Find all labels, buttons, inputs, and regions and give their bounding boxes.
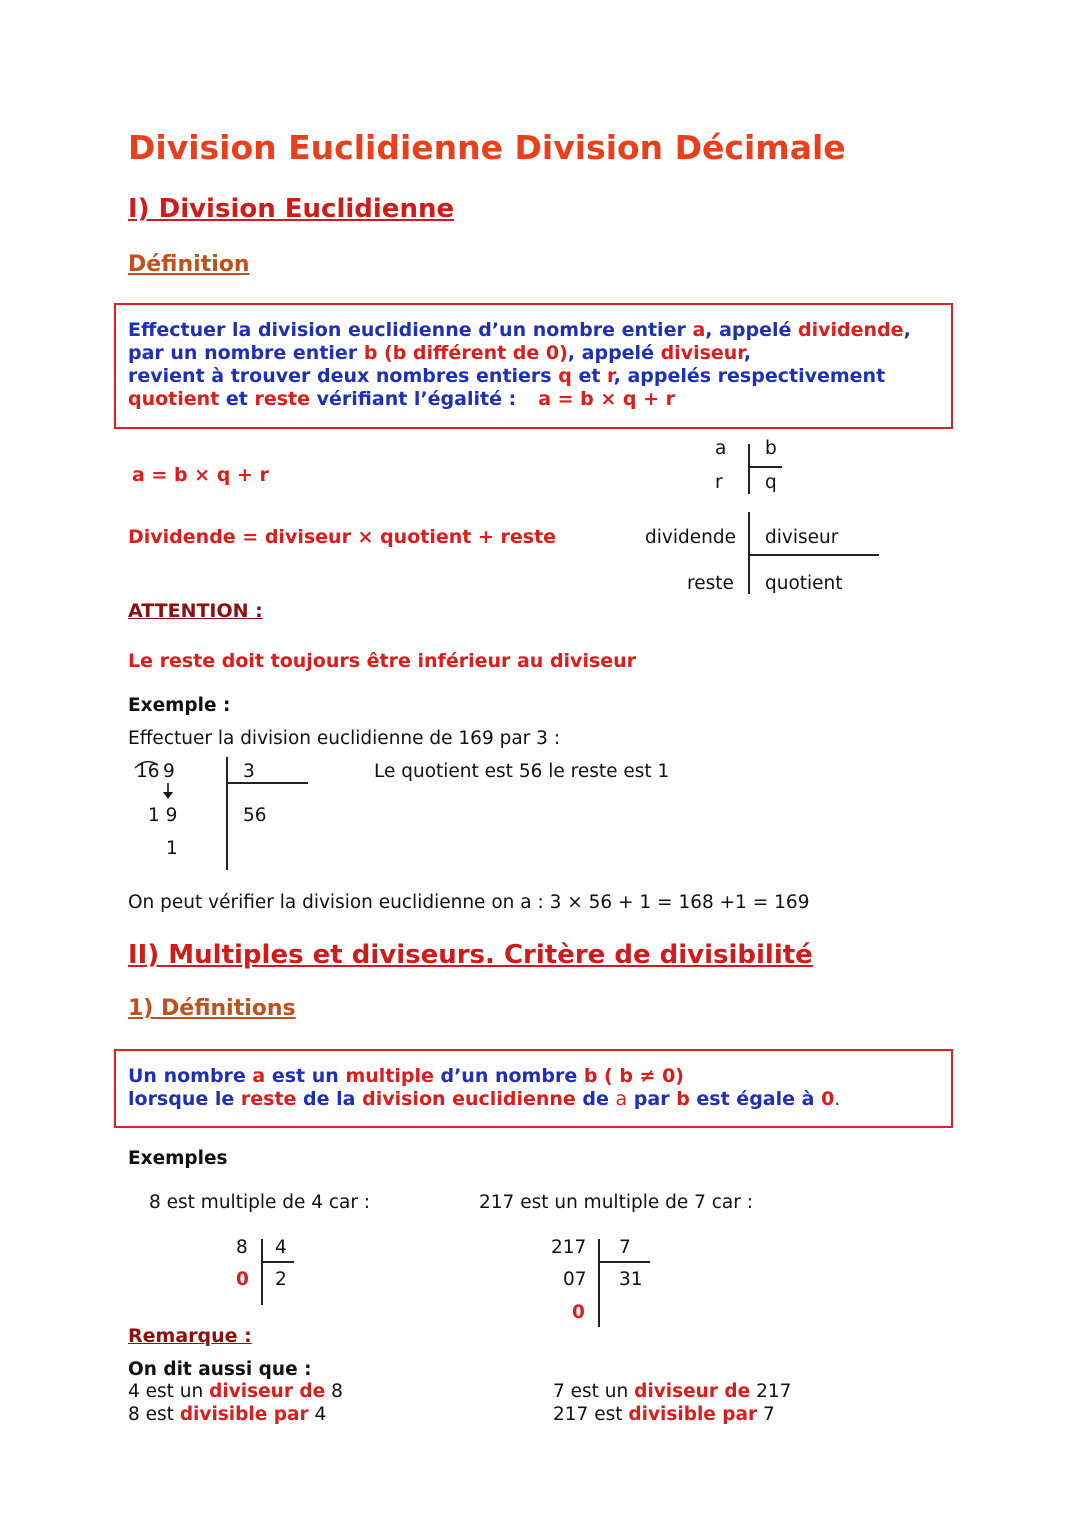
definition-text: [128, 319, 911, 411]
division-quotient: 56: [243, 805, 267, 826]
remark-heading: Remarque :: [128, 1325, 252, 1347]
definition-heading: Définition: [128, 252, 250, 277]
multiple-definition-line-2: lorsque le reste de la division euclidienne de a par b est égale à 0.: [128, 1088, 841, 1110]
diagram-quotient: quotient: [765, 573, 843, 594]
example1-vertical-line: [261, 1239, 263, 1305]
remark-line-3: 7 est un diviseur de 217: [553, 1381, 792, 1402]
example2-rest: 0: [572, 1302, 585, 1323]
remark-line-2: 8 est divisible par 4: [128, 1404, 327, 1425]
division-dividend-part: 16: [136, 761, 160, 782]
verification-text: On peut vérifier la division euclidienne on a : 3 × 56 + 1 = 168 +1 = 169: [128, 892, 810, 913]
attention-text: Le reste doit toujours être inférieur au diviseur: [128, 650, 637, 672]
section-heading-multiples: II) Multiples et diviseurs. Critère de divisibilité: [128, 940, 813, 970]
example1-dividend: 8: [236, 1237, 248, 1258]
example1-horizontal-line: [262, 1261, 294, 1263]
example2-divisor: 7: [619, 1237, 631, 1258]
example1-rest: 0: [236, 1269, 249, 1290]
remark-intro: On dit aussi que :: [128, 1359, 312, 1380]
big-diagram-vertical-line: [748, 512, 750, 594]
division-vertical-line: [226, 757, 228, 870]
example1-text: 8 est multiple de 4 car :: [149, 1192, 371, 1213]
diagram-r: r: [715, 472, 723, 493]
diagram-dividende: dividende: [645, 527, 736, 548]
example2-horizontal-line: [599, 1261, 650, 1263]
example2-quotient: 31: [619, 1269, 643, 1290]
multiple-definition-text: [128, 1065, 840, 1111]
page-title: Division Euclidienne Division Décimale: [128, 128, 846, 167]
example2-text: 217 est un multiple de 7 car :: [479, 1192, 753, 1213]
diagram-q: q: [765, 472, 777, 493]
bracket-arc: [132, 757, 162, 769]
example2-dividend: 217: [551, 1237, 587, 1258]
division-horizontal-line: [227, 782, 308, 784]
division-divisor: 3: [243, 761, 255, 782]
definition-line-3: revient à trouver deux nombres entiers q et r, appelés respectivement: [128, 365, 886, 387]
section-heading-division-euclidienne: I) Division Euclidienne: [128, 194, 455, 224]
big-diagram-horizontal-line: [749, 554, 879, 556]
diagram-diviseur: diviseur: [765, 527, 839, 548]
example1-divisor: 4: [275, 1237, 287, 1258]
diagram-a: a: [715, 438, 727, 459]
remark-line-1: 4 est un diviseur de 8: [128, 1381, 343, 1402]
division-step: 1 9: [148, 805, 178, 826]
division-rest: 1: [166, 838, 178, 859]
example2-vertical-line: [598, 1239, 600, 1327]
diagram-b: b: [765, 438, 777, 459]
examples-label: Exemples: [128, 1148, 228, 1169]
formula: a = b × q + r: [132, 464, 269, 486]
diagram-vertical-line: [748, 444, 750, 494]
example-label: Exemple :: [128, 695, 231, 716]
definitions-heading: 1) Définitions: [128, 996, 296, 1021]
down-arrow-icon: [160, 782, 176, 800]
diagram-horizontal-line: [749, 466, 782, 468]
example2-step: 07: [563, 1269, 587, 1290]
definition-line-1: Effectuer la division euclidienne d’un nombre entier a, appelé dividende,: [128, 319, 911, 341]
definition-line-4: quotient et reste vérifiant l’égalité : a = b × q + r: [128, 388, 676, 410]
formula-words: Dividende = diviseur × quotient + reste: [128, 526, 557, 548]
multiple-definition-line-1: Un nombre a est un multiple d’un nombre b ( b ≠ 0): [128, 1065, 684, 1087]
division-result-text: Le quotient est 56 le reste est 1: [374, 761, 670, 782]
attention-heading: ATTENTION :: [128, 600, 263, 622]
definition-line-2: par un nombre entier b (b différent de 0), appelé diviseur,: [128, 342, 752, 364]
diagram-reste: reste: [687, 573, 734, 594]
division-dividend-digit: 9: [163, 761, 175, 782]
example-text: Effectuer la division euclidienne de 169 par 3 :: [128, 728, 561, 749]
remark-line-4: 217 est divisible par 7: [553, 1404, 775, 1425]
example1-quotient: 2: [275, 1269, 287, 1290]
